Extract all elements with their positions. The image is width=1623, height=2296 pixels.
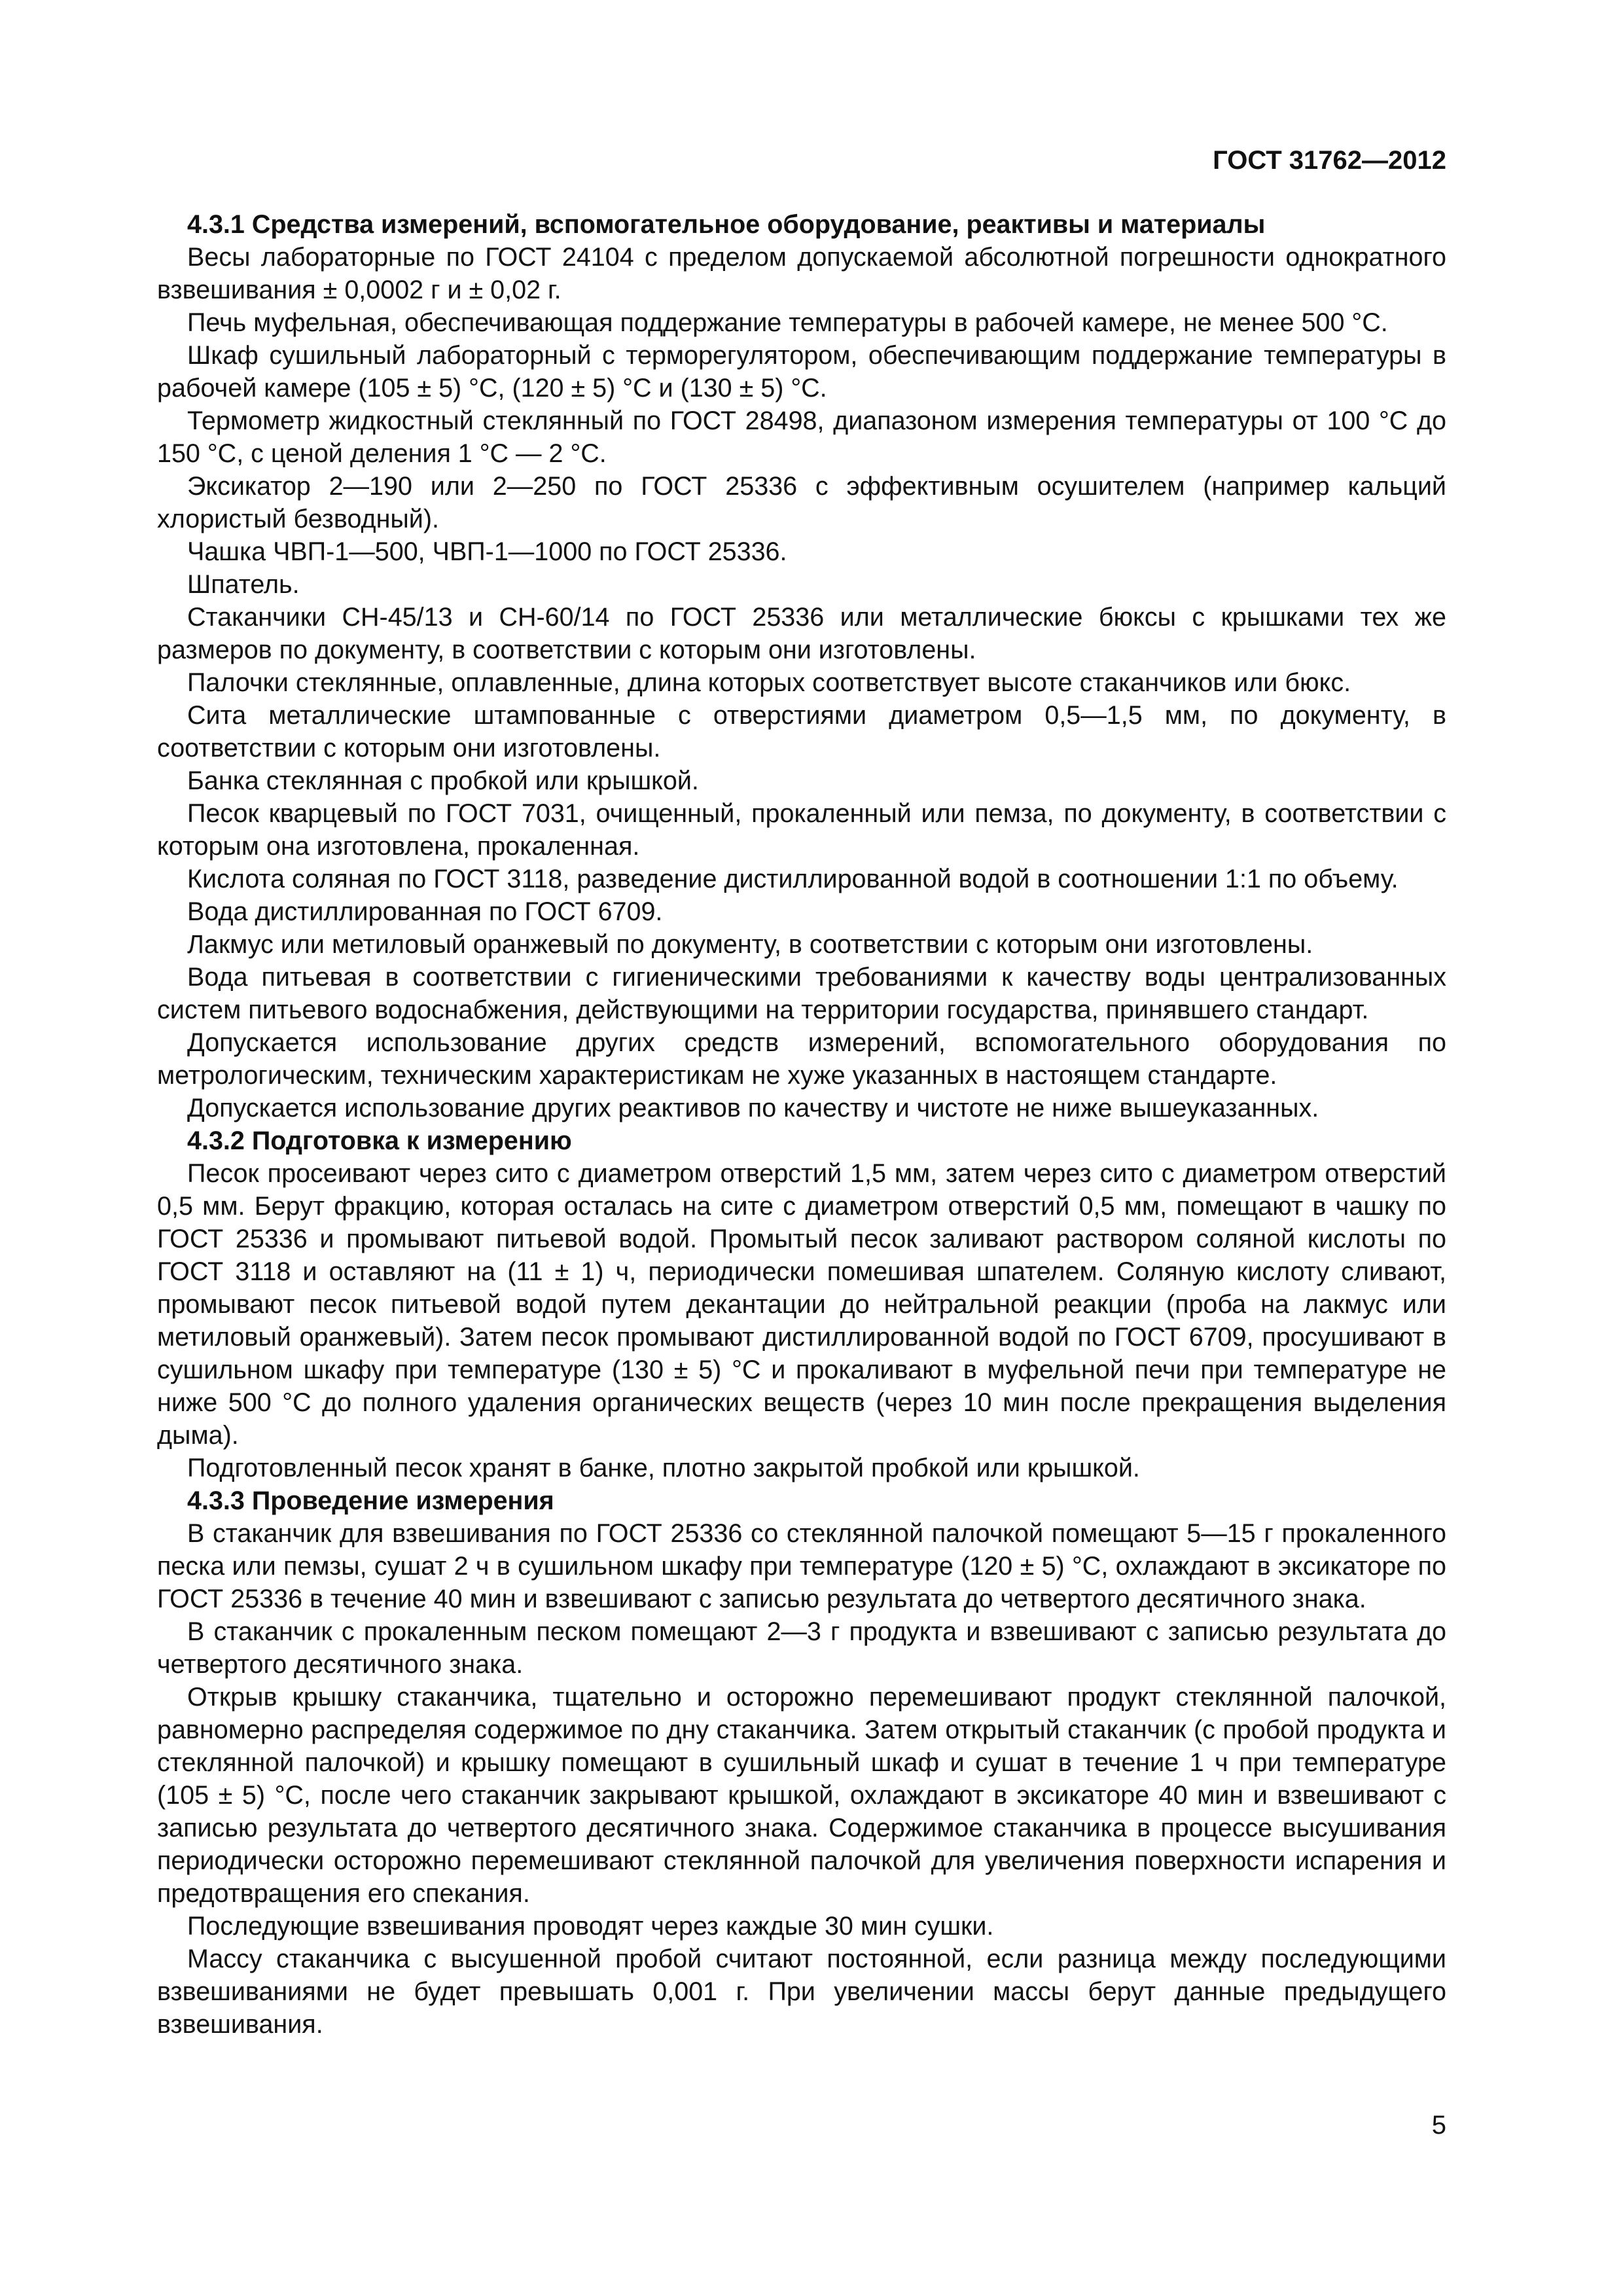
document-body: [157, 208, 1446, 2041]
paragraph: Допускается использование других средств измерений, вспомогательного оборудования по метрологическим, техническим характеристикам не хуже указанных в настоящем стандарте.: [157, 1028, 1446, 1090]
paragraph: Палочки стеклянные, оплавленные, длина которых соответствует высоте стаканчиков или бюкс.: [187, 668, 1351, 697]
paragraph: Стаканчики СН-45/13 и СН-60/14 по ГОСТ 25336 или металлические бюксы с крышками тех же размеров по документу, в соответствии с которым они изготовлены.: [157, 603, 1446, 664]
paragraph: Сита металлические штампованные с отверстиями диаметром 0,5—1,5 мм, по документу, в соответствии с которым они изготовлены.: [157, 701, 1446, 762]
paragraph: Массу стаканчика с высушенной пробой считают постоянной, если разница между последующими взвешиваниями не будет превышать 0,001 г. При увеличении массы берут данные предыдущего взвешивания.: [157, 1945, 1446, 2039]
paragraph: Банка стеклянная с пробкой или крышкой.: [187, 766, 699, 795]
paragraph: Весы лабораторные по ГОСТ 24104 с пределом допускаемой абсолютной погрешности однократного взвешивания ± 0,0002 г и ± 0,02 г.: [157, 243, 1446, 304]
paragraph: Открыв крышку стаканчика, тщательно и осторожно перемешивают продукт стеклянной палочкой, равномерно распределяя содержимое по дну стаканчика. Затем открытый стаканчик (с пробой продукта и стеклянной палочкой) и крышку помещают в сушильный шкаф и сушат в течение 1 ч при температуре (105 ± 5) °C, после чего стаканчик закрывают крышкой, охлаждают в эксикаторе 40 мин и взвешивают с записью результата до четвертого десятичного знака. Содержимое стаканчика в процессе высушивания периодически осторожно перемешивают стеклянной палочкой для увеличения поверхности испарения и предотвращения его спекания.: [157, 1683, 1446, 1908]
paragraph: Эксикатор 2—190 или 2—250 по ГОСТ 25336 с эффективным осушителем (например кальций хлористый безводный).: [157, 472, 1446, 533]
paragraph: Чашка ЧВП-1—500, ЧВП-1—1000 по ГОСТ 25336.: [187, 537, 787, 566]
paragraph: В стаканчик с прокаленным песком помещают 2—3 г продукта и взвешивают с записью результата до четвертого десятичного знака.: [157, 1617, 1446, 1679]
section-heading: 4.3.2 Подготовка к измерению: [187, 1126, 572, 1155]
section-heading: 4.3.1 Средства измерений, вспомогательное оборудование, реактивы и материалы: [187, 210, 1266, 239]
paragraph: Термометр жидкостный стеклянный по ГОСТ 28498, диапазоном измерения температуры от 100 °C до 150 °C, с ценой деления 1 °C — 2 °C.: [157, 406, 1446, 468]
paragraph: Шпатель.: [187, 570, 300, 599]
paragraph: Вода дистиллированная по ГОСТ 6709.: [187, 897, 663, 926]
document-number: ГОСТ 31762—2012: [1213, 146, 1446, 175]
paragraph: Песок кварцевый по ГОСТ 7031, очищенный, прокаленный или пемза, по документу, в соответствии с которым она изготовлена, прокаленная.: [157, 799, 1446, 861]
paragraph: Допускается использование других реактивов по качеству и чистоте не ниже вышеуказанных.: [187, 1094, 1319, 1122]
paragraph: Вода питьевая в соответствии с гигиеническими требованиями к качеству воды централизованных систем питьевого водоснабжения, действующими на территории государства, принявшего стандарт.: [157, 963, 1446, 1024]
paragraph: Песок просеивают через сито с диаметром отверстий 1,5 мм, затем через сито с диаметром отверстий 0,5 мм. Берут фракцию, которая осталась на сите с диаметром отверстий 0,5 мм, помещают в чашку по ГОСТ 25336 и промывают питьевой водой. Промытый песок заливают раствором соляной кислоты по ГОСТ 3118 и оставляют на (11 ± 1) ч, периодически помешивая шпателем. Соляную кислоту сливают, промывают песок питьевой водой путем декантации до нейтральной реакции (проба на лакмус или метиловый оранжевый). Затем песок промывают дистиллированной водой по ГОСТ 6709, просушивают в сушильном шкафу при температуре (130 ± 5) °C и прокаливают в муфельной печи при температуре не ниже 500 °C до полного удаления органических веществ (через 10 мин после прекращения выделения дыма).: [157, 1159, 1446, 1450]
paragraph: Шкаф сушильный лабораторный с терморегулятором, обеспечивающим поддержание температуры в рабочей камере (105 ± 5) °C, (120 ± 5) °C и (130 ± 5) °C.: [157, 341, 1446, 403]
paragraph: Лакмус или метиловый оранжевый по документу, в соответствии с которым они изготовлены.: [187, 930, 1313, 959]
paragraph: Печь муфельная, обеспечивающая поддержание температуры в рабочей камере, не менее 500 °C.: [187, 308, 1388, 337]
section-heading: 4.3.3 Проведение измерения: [187, 1486, 554, 1515]
paragraph: Подготовленный песок хранят в банке, плотно закрытой пробкой или крышкой.: [187, 1454, 1140, 1482]
paragraph: Кислота соляная по ГОСТ 3118, разведение дистиллированной водой в соотношении 1:1 по объему.: [187, 865, 1399, 893]
page-number: 5: [1431, 2111, 1446, 2140]
paragraph: В стаканчик для взвешивания по ГОСТ 25336 со стеклянной палочкой помещают 5—15 г прокаленного песка или пемзы, сушат 2 ч в сушильном шкафу при температуре (120 ± 5) °C, охлаждают в эксикаторе по ГОСТ 25336 в течение 40 мин и взвешивают с записью результата до четвертого десятичного знака.: [157, 1519, 1446, 1613]
paragraph: Последующие взвешивания проводят через каждые 30 мин сушки.: [187, 1912, 994, 1941]
